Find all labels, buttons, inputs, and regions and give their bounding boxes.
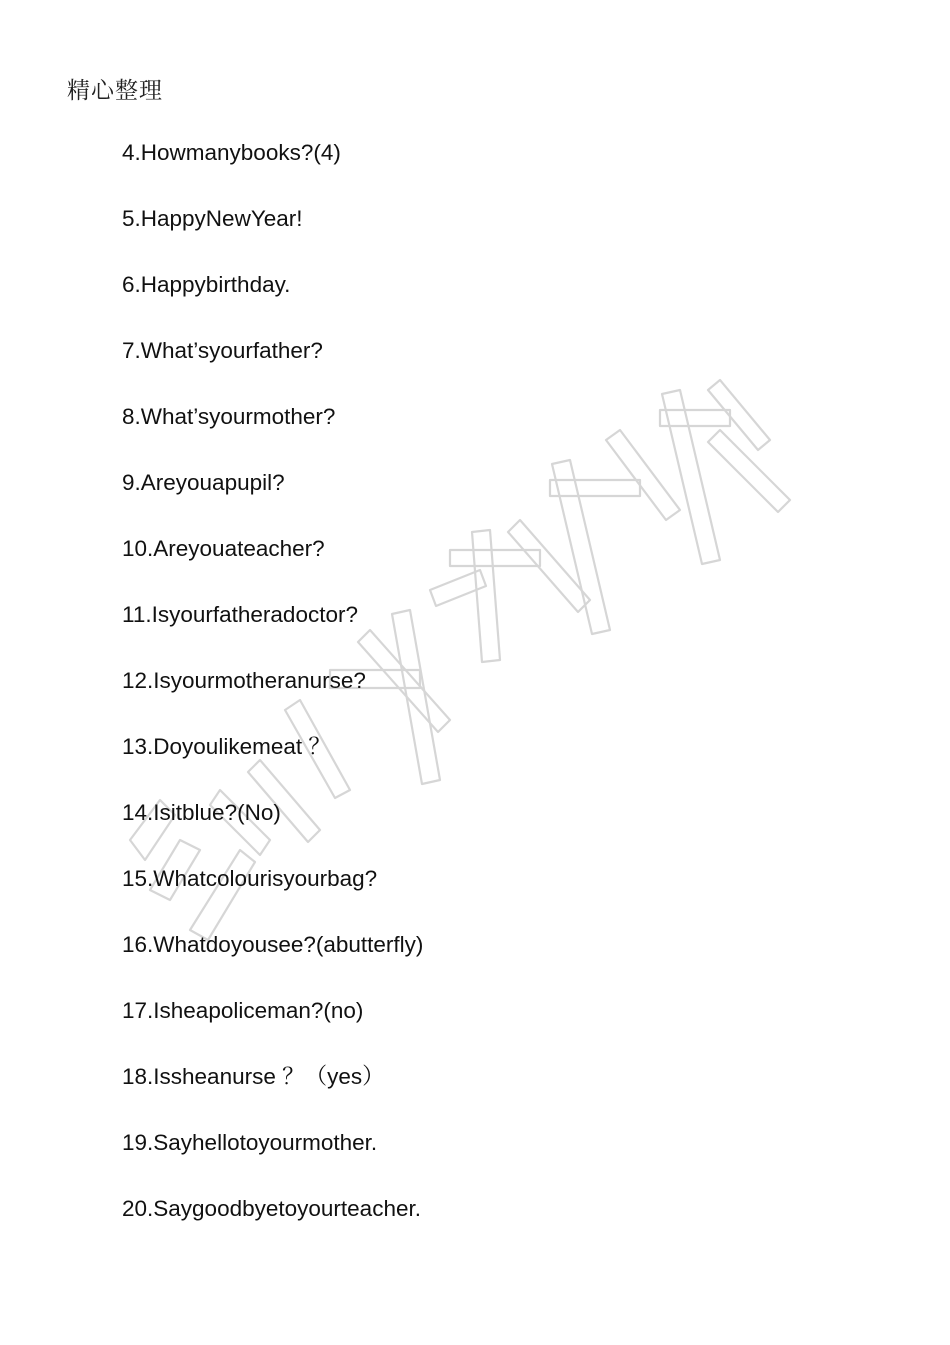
list-item: 14.Isitblue?(No)	[122, 800, 281, 825]
list-item: 13.Doyoulikemeat ？	[122, 734, 331, 759]
list-item: 7.What’syourfather?	[122, 338, 323, 363]
list-item: 8.What’syourmother?	[122, 404, 336, 429]
list-item: 4.Howmanybooks?(4)	[122, 140, 341, 165]
list-item: 15.Whatcolourisyourbag?	[122, 866, 378, 891]
list-item: 6.Happybirthday.	[122, 272, 291, 297]
list-item: 19.Sayhellotoyourmother.	[122, 1130, 378, 1155]
list-item: 20.Saygoodbyetoyourteacher.	[122, 1196, 421, 1221]
list-item: 18.Issheanurse ？（yes）	[122, 1064, 385, 1089]
list-item: 12.Isyourmotheranurse?	[122, 668, 366, 693]
list-item: 5.HappyNewYear!	[122, 206, 303, 231]
question-list	[122, 138, 423, 1260]
list-item: 17.Isheapoliceman?(no)	[122, 998, 364, 1023]
list-item: 11.Isyourfatheradoctor?	[122, 602, 358, 627]
page-header: 精心整理	[67, 78, 163, 104]
list-item: 16.Whatdoyousee?(abutterfly)	[122, 932, 424, 957]
list-item: 10.Areyouateacher?	[122, 536, 325, 561]
list-item: 9.Areyouapupil?	[122, 470, 285, 495]
